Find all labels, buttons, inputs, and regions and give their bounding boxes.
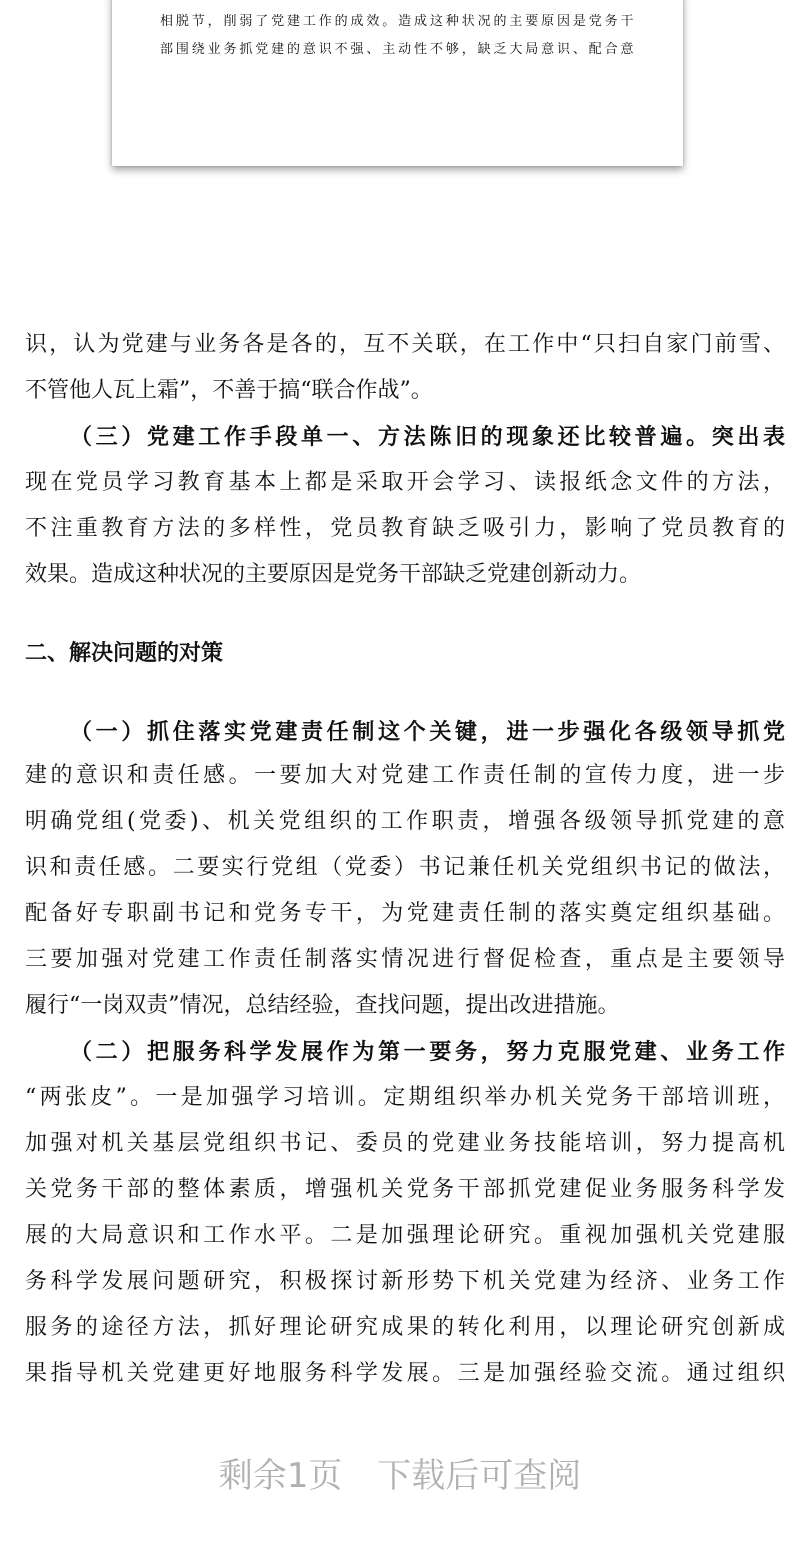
text-line: 不管他人瓦上霜”，不善于搞“联合作战”。 (25, 378, 433, 403)
subheading-line: （二）把服务科学发展作为第一要务，努力克服党建、业务工作 (70, 1039, 785, 1065)
preview-page-card (112, 0, 683, 166)
text-line: 加强对机关基层党组织书记、委员的党建业务技能培训，努力提高机 (25, 1131, 785, 1156)
text-line: 现在党员学习教育基本上都是采取开会学习、读报纸念文件的方法， (25, 470, 785, 495)
download-prompt[interactable]: 剩余1页 下载后可查阅 (218, 1456, 582, 1496)
card-line: 部围绕业务抓党建的意识不强、主动性不够，缺乏大局意识、配合意 (160, 42, 635, 57)
subheading-line: （一）抓住落实党建责任制这个关键，进一步强化各级领导抓党 (70, 719, 785, 745)
subheading-line: （三）党建工作手段单一、方法陈旧的现象还比较普遍。突出表 (70, 424, 785, 450)
text-line: 履行“一岗双责”情况，总结经验，查找问题，提出改进措施。 (25, 993, 620, 1018)
text-line: 明确党组(党委)、机关党组织的工作职责，增强各级领导抓党建的意 (25, 809, 785, 834)
text-line: 识，认为党建与业务各是各的，互不关联，在工作中“只扫自家门前雪、 (25, 332, 785, 357)
text-line: 效果。造成这种状况的主要原因是党务干部缺乏党建创新动力。 (25, 562, 642, 587)
text-line: 识和责任感。二要实行党组（党委）书记兼任机关党组织书记的做法， (25, 855, 785, 880)
text-line: 务科学发展问题研究，积极探讨新形势下机关党建为经济、业务工作 (25, 1269, 785, 1294)
text-line: 果指导机关党建更好地服务科学发展。三是加强经验交流。通过组织 (25, 1361, 785, 1386)
section-heading: 二、解决问题的对策 (25, 641, 224, 666)
text-line: 建的意识和责任感。一要加大对党建工作责任制的宣传力度，进一步 (25, 763, 785, 788)
text-line: 配备好专职副书记和党务专干，为党建责任制的落实奠定组织基础。 (25, 901, 785, 926)
text-line: 展的大局意识和工作水平。二是加强理论研究。重视加强机关党建服 (25, 1223, 785, 1248)
text-line: 服务的途径方法，抓好理论研究成果的转化利用，以理论研究创新成 (25, 1315, 785, 1340)
text-line: 不注重教育方法的多样性，党员教育缺乏吸引力，影响了党员教育的 (25, 516, 785, 541)
text-line: 三要加强对党建工作责任制落实情况进行督促检查，重点是主要领导 (25, 947, 785, 972)
text-line: 关党务干部的整体素质，增强机关党务干部抓党建促业务服务科学发 (25, 1177, 785, 1202)
text-line: “两张皮”。一是加强学习培训。定期组织举办机关党务干部培训班， (25, 1085, 785, 1110)
card-line: 相脱节，削弱了党建工作的成效。造成这种状况的主要原因是党务干 (160, 14, 635, 29)
